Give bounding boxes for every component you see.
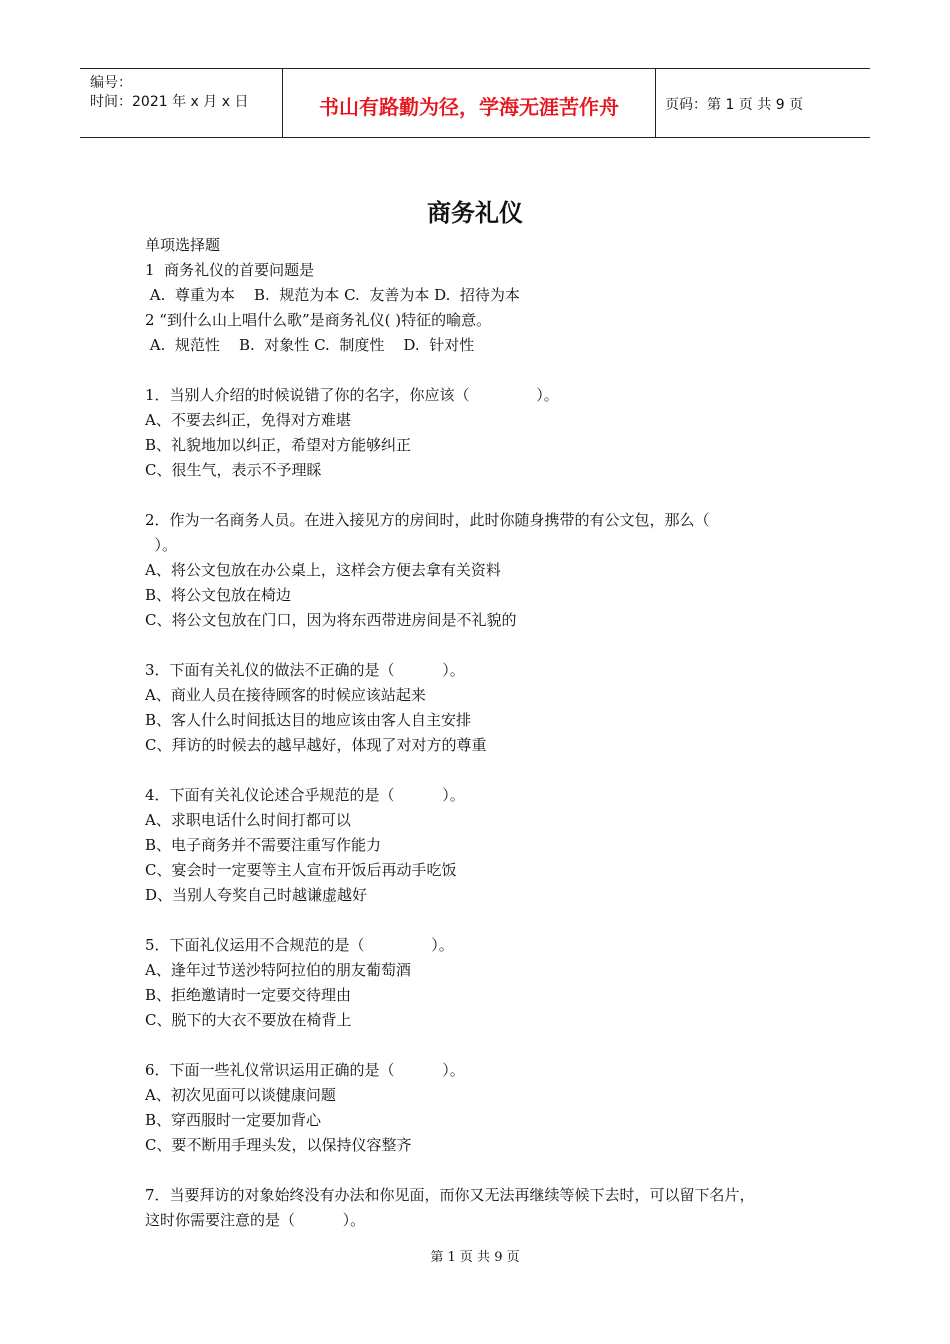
- answer-option: B、电子商务并不需要注重写作能力: [145, 836, 382, 854]
- header-center-cell: [282, 69, 656, 137]
- question-text: 7．当要拜访的对象始终没有办法和你见面，而你又无法再继续等候下去时，可以留下名片，: [145, 1186, 755, 1204]
- answer-option: A、逢年过节送沙特阿拉伯的朋友葡萄酒: [145, 961, 411, 979]
- question-text-continued: 这时你需要注意的是（ ）。: [145, 1211, 366, 1229]
- spacer: [145, 358, 825, 383]
- answer-option: C、宴会时一定要等主人宣布开饭后再动手吃饭: [145, 861, 457, 879]
- question-text: 2．作为一名商务人员。在进入接见方的房间时，此时你随身携带的有公文包，那么（: [145, 511, 710, 529]
- answer-option: C、很生气，表示不予理睬: [145, 461, 322, 479]
- answer-option: B、穿西服时一定要加背心: [145, 1111, 322, 1129]
- answer-option: B、拒绝邀请时一定要交待理由: [145, 986, 352, 1004]
- header-motto: 书山有路勤为径，学海无涯苦作舟: [319, 95, 619, 119]
- answer-option: A、初次见面可以谈健康问题: [145, 1086, 336, 1104]
- header-page-label: 页码：第 1 页 共 9 页: [665, 97, 804, 113]
- spacer: [145, 483, 825, 508]
- question-text: 5．下面礼仪运用不合规范的是（ ）。: [145, 936, 454, 954]
- answer-option: A、商业人员在接待顾客的时候应该站起来: [145, 686, 426, 704]
- answer-option: A、求职电话什么时间打都可以: [145, 811, 351, 829]
- spacer: [145, 908, 825, 933]
- page-header: [80, 68, 870, 138]
- answer-option: B、礼貌地加以纠正，希望对方能够纠正: [145, 436, 412, 454]
- answer-option: C、要不断用手理头发，以保持仪容整齐: [145, 1136, 412, 1154]
- section-heading: 单项选择题: [145, 236, 221, 254]
- answer-option: C、脱下的大衣不要放在椅背上: [145, 1011, 352, 1029]
- question-text: 1 商务礼仪的首要问题是: [145, 261, 315, 279]
- question-text: 3．下面有关礼仪的做法不正确的是（ ）。: [145, 661, 465, 679]
- spacer: [145, 1158, 825, 1183]
- question-options: A. 规范性 B. 对象性 C. 制度性 D. 针对性: [145, 336, 475, 354]
- document-number-label: 编号：: [90, 75, 132, 91]
- header-right-cell: [655, 69, 870, 137]
- answer-option: A、将公文包放在办公桌上，这样会方便去拿有关资料: [145, 561, 501, 579]
- answer-option: D、当别人夸奖自己时越谦虚越好: [145, 886, 368, 904]
- question-text: 6．下面一些礼仪常识运用正确的是（ ）。: [145, 1061, 465, 1079]
- answer-option: A、不要去纠正，免得对方难堪: [145, 411, 351, 429]
- question-text: 2 “到什么山上唱什么歌”是商务礼仪( )特征的喻意。: [145, 311, 492, 329]
- document-title: 商务礼仪: [427, 199, 523, 227]
- answer-option: B、客人什么时间抵达目的地应该由客人自主安排: [145, 711, 472, 729]
- answer-option: C、将公文包放在门口，因为将东西带进房间是不礼貌的: [145, 611, 517, 629]
- question-options: A. 尊重为本 B. 规范为本 C. 友善为本 D. 招待为本: [145, 286, 520, 304]
- page-footer: 第 1 页 共 9 页: [430, 1250, 520, 1265]
- document-body: [145, 233, 825, 1233]
- question-text: 4．下面有关礼仪论述合乎规范的是（ ）。: [145, 786, 465, 804]
- document-date-label: 时间：2021 年 x 月 x 日: [90, 94, 249, 110]
- answer-option: C、拜访的时候去的越早越好，体现了对对方的尊重: [145, 736, 487, 754]
- spacer: [145, 633, 825, 658]
- answer-option: B、将公文包放在椅边: [145, 586, 292, 604]
- header-left-cell: [80, 69, 282, 137]
- spacer: [145, 1033, 825, 1058]
- question-text: 1．当别人介绍的时候说错了你的名字，你应该（ ）。: [145, 386, 559, 404]
- question-text-continued: ）。: [145, 536, 178, 554]
- spacer: [145, 758, 825, 783]
